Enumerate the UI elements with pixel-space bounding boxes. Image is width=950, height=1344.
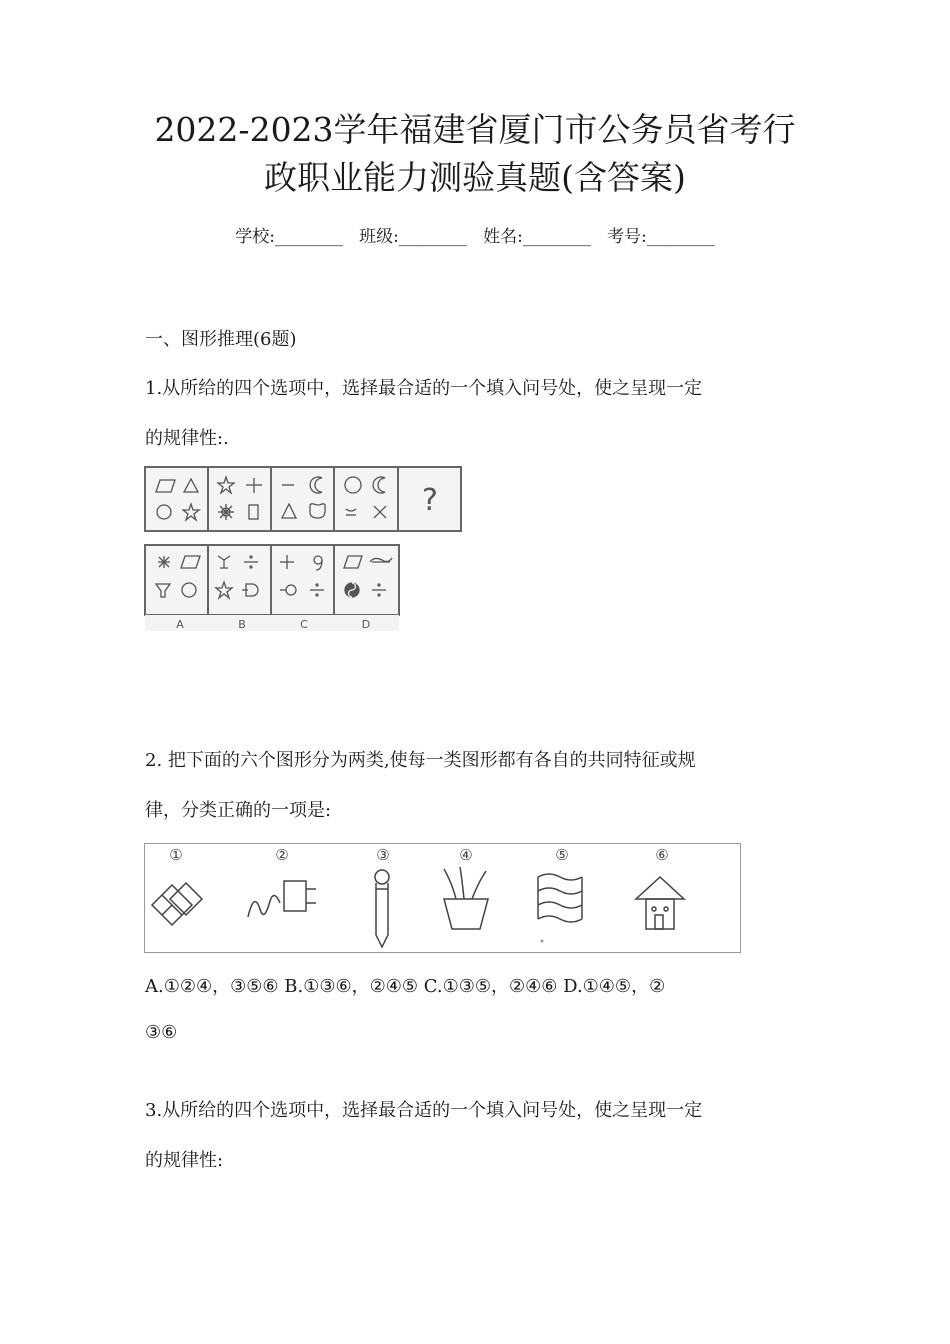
question-2-figures — [144, 843, 741, 953]
class-field: 班级:________ — [359, 227, 467, 247]
name-field: 姓名:________ — [483, 227, 591, 247]
question-mark-cell: ? — [422, 483, 438, 518]
question-1-text-line2: 的规律性:. — [145, 428, 229, 449]
question-2-text-line2: 律，分类正确的一项是: — [145, 800, 332, 821]
figure-6-label: ⑥ — [655, 846, 669, 864]
question-1-answer-options — [144, 544, 400, 632]
option-c-label: C — [300, 618, 308, 631]
option-b-label: B — [238, 618, 246, 631]
question-3-text-line1: 3.从所给的四个选项中，选择最合适的一个填入问号处，使之呈现一定 — [145, 1100, 703, 1121]
section-heading: 一、图形推理(6题) — [145, 329, 297, 350]
question-2-answer-choices-line2: ③⑥ — [145, 1022, 178, 1043]
question-2-text-line1: 2. 把下面的六个图形分为两类,使每一类图形都有各自的共同特征或规 — [145, 750, 696, 771]
figure-4-label: ④ — [459, 846, 473, 864]
option-a-label: A — [176, 618, 184, 631]
document-title-line2: 政职业能力测验真题(含答案) — [264, 158, 686, 197]
figure-3-label: ③ — [376, 846, 390, 864]
question-1-text-line1: 1.从所给的四个选项中，选择最合适的一个填入问号处，使之呈现一定 — [145, 378, 703, 399]
figure-2-label: ② — [275, 846, 289, 864]
exam-number-field: 考号:________ — [607, 227, 715, 247]
option-d-label: D — [361, 618, 371, 631]
question-2-answer-choices-line1: A.①②④，③⑤⑥ B.①③⑥，②④⑤ C.①③⑤，②④⑥ D.①④⑤，② — [145, 976, 666, 997]
document-title-line1: 2022-2023学年福建省厦门市公务员省考行 — [154, 110, 796, 149]
figure-1-label: ① — [169, 846, 183, 864]
figure-5-label: ⑤ — [555, 846, 569, 864]
question-3-text-line2: 的规律性: — [145, 1150, 224, 1171]
student-info-fields — [0, 222, 950, 247]
school-field: 学校:________ — [235, 227, 343, 247]
question-1-figure-sequence — [144, 466, 462, 532]
